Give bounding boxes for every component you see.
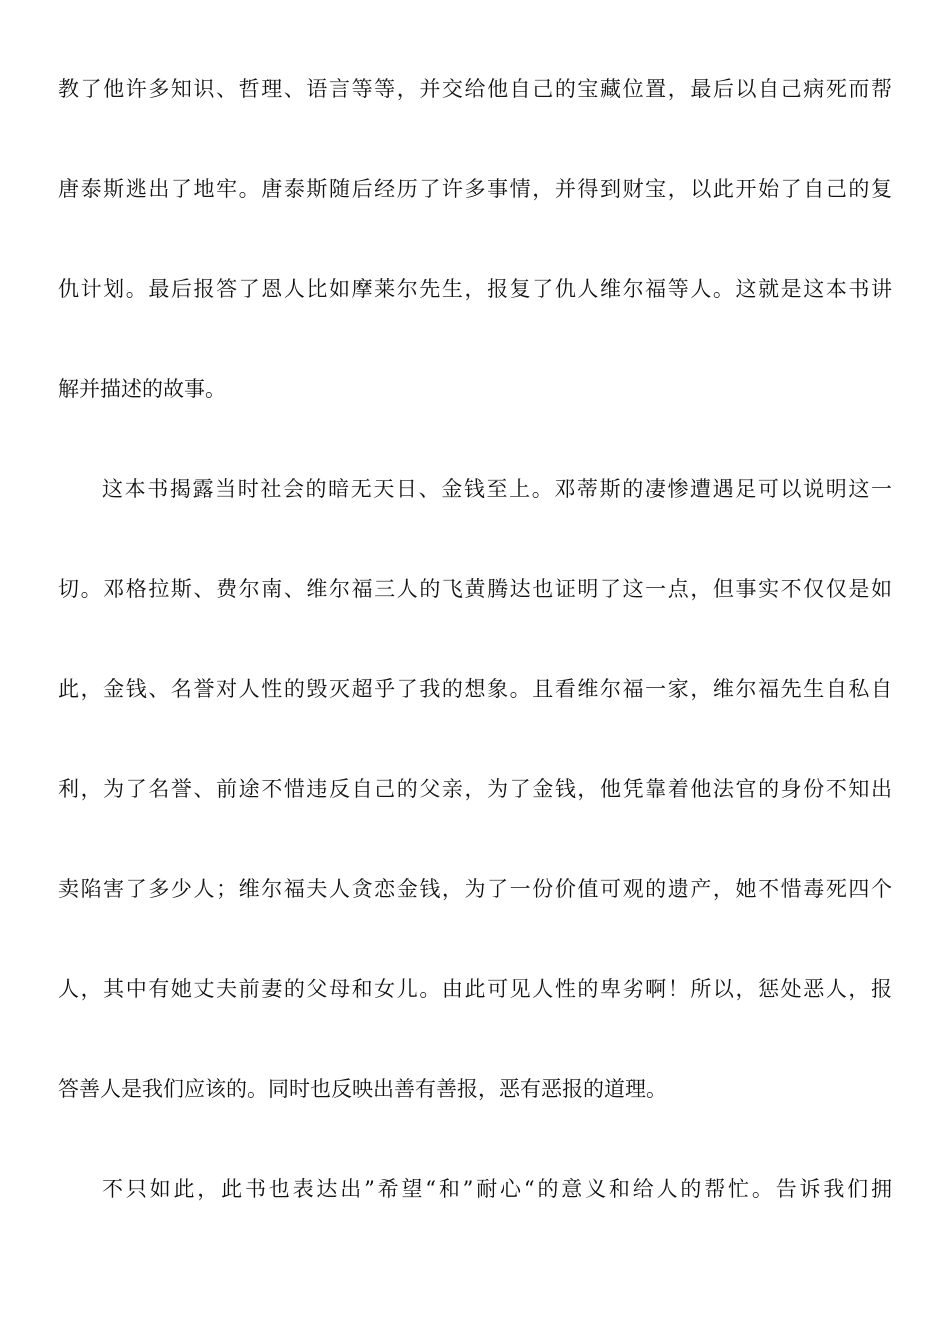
- paragraph-2-line-4: 利，为了名誉、前途不惜违反自己的父亲，为了金钱，他凭靠着他法官的身份不知出: [58, 777, 892, 801]
- paragraph-2-line-6: 人，其中有她丈夫前妻的父母和女儿。由此可见人性的卑劣啊！所以，惩处恶人，报: [58, 977, 892, 1001]
- paragraph-2-line-2: 切。邓格拉斯、费尔南、维尔福三人的飞黄腾达也证明了这一点，但事实不仅仅是如: [58, 577, 892, 601]
- paragraph-2-line-1: 这本书揭露当时社会的暗无天日、金钱至上。邓蒂斯的凄惨遭遇足可以说明这一: [102, 477, 892, 501]
- paragraph-3-line-1: 不只如此，此书也表达出”希望“和”耐心“的意义和给人的帮忙。告诉我们拥: [102, 1177, 892, 1201]
- paragraph-1-line-4: 解并描述的故事。: [58, 377, 226, 401]
- paragraph-1-line-1: 教了他许多知识、哲理、语言等等，并交给他自己的宝藏位置，最后以自己病死而帮: [58, 77, 892, 101]
- paragraph-2-line-5: 卖陷害了多少人；维尔福夫人贪恋金钱，为了一份价值可观的遗产，她不惜毒死四个: [58, 877, 892, 901]
- paragraph-2-line-7: 答善人是我们应该的。同时也反映出善有善报，恶有恶报的道理。: [58, 1077, 667, 1101]
- paragraph-1-line-3: 仇计划。最后报答了恩人比如摩莱尔先生，报复了仇人维尔福等人。这就是这本书讲: [58, 277, 892, 301]
- paragraph-2-line-3: 此，金钱、名誉对人性的毁灭超乎了我的想象。且看维尔福一家，维尔福先生自私自: [58, 677, 892, 701]
- paragraph-1-line-2: 唐泰斯逃出了地牢。唐泰斯随后经历了许多事情，并得到财宝，以此开始了自己的复: [58, 177, 892, 201]
